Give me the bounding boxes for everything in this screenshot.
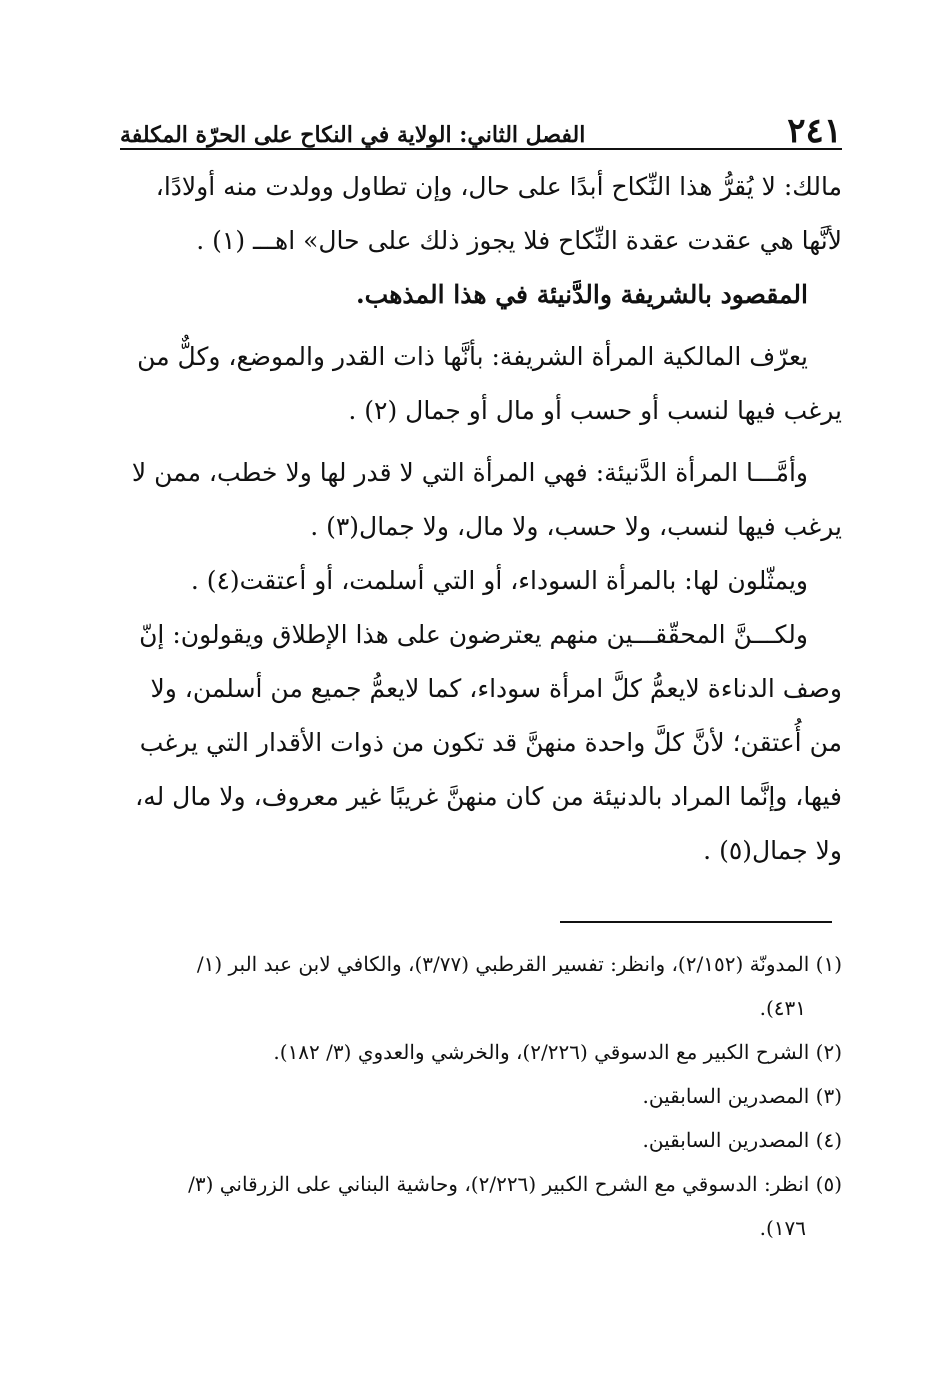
section-heading-text: المقصود بالشريفة والدَّنيئة في هذا المذهب. bbox=[355, 280, 808, 309]
footnotes bbox=[120, 942, 842, 1250]
footnote-4: (٤) المصدرين السابقين. bbox=[642, 1128, 842, 1152]
body-text bbox=[120, 160, 842, 878]
page-number: ٢٤١ bbox=[787, 111, 842, 151]
footnote-1-continuation: ٤٣١). bbox=[759, 996, 806, 1020]
footnote-3: (٣) المصدرين السابقين. bbox=[642, 1084, 842, 1108]
footnote-2: (٢) الشرح الكبير مع الدسوقي (٢/٢٢٦)، والخرشي والعدوي (٣/ ١٨٢). bbox=[273, 1040, 842, 1064]
text-line: ويمثّلون لها: بالمرأة السوداء، أو التي أسلمت، أو أعتقت(٤) . bbox=[190, 566, 808, 595]
text-line: يعرّف المالكية المرأة الشريفة: بأنَّها ذات القدر والموضع، وكلٌّ من bbox=[137, 342, 808, 371]
text-line: وصف الدناءة لايعمُّ كلَّ امرأة سوداء، كما لايعمُّ جميع من أسلمن، ولا bbox=[150, 674, 842, 703]
text-line: مالك: لا يُقرُّ هذا النِّكاح أبدًا على حال، وإن تطاول وولدت منه أولادًا، bbox=[155, 172, 842, 201]
text-line: لأنَّها هي عقدت عقدة النِّكاح فلا يجوز ذلك على حال» اهـــ (١) . bbox=[196, 226, 842, 255]
section-heading bbox=[120, 268, 842, 322]
text-line: ولا جمال(٥) . bbox=[703, 836, 842, 865]
footnote-5-continuation: ١٧٦). bbox=[759, 1216, 806, 1240]
text-line: ولكـــنَّ المحقّقـــين منهم يعترضون على هذا الإطلاق ويقولون: إنّ bbox=[139, 620, 808, 649]
paragraph-1 bbox=[120, 160, 842, 268]
text-line: يرغب فيها لنسب، ولا حسب، ولا مال، ولا جمال(٣) . bbox=[310, 512, 842, 541]
text-line: يرغب فيها لنسب أو حسب أو مال أو جمال (٢) . bbox=[348, 396, 842, 425]
paragraph-3 bbox=[120, 446, 842, 554]
header-rule bbox=[120, 148, 842, 150]
text-line: من أُعتقن؛ لأنَّ كلَّ واحدة منهنَّ قد تكون من ذوات الأقدار التي يرغب bbox=[139, 728, 842, 757]
footnote-5: (٥) انظر: الدسوقي مع الشرح الكبير (٢/٢٢٦)، وحاشية البناني على الزرقاني (٣/ bbox=[188, 1172, 842, 1196]
footnote-1: (١) المدونّة (٢/١٥٢)، وانظر: تفسير القرطبي (٣/٧٧)، والكافي لابن عبد البر (١/ bbox=[196, 952, 842, 976]
text-line: وأمَّـــا المرأة الدَّنيئة: فهي المرأة التي لا قدر لها ولا خطب، ممن لا bbox=[131, 458, 808, 487]
paragraph-4 bbox=[120, 554, 842, 608]
footnote-rule bbox=[560, 921, 832, 923]
running-title: الفصل الثاني: الولاية في النكاح على الحرّة المكلفة bbox=[120, 122, 586, 148]
text-line: فيها، وإنَّما المراد بالدنيئة من كان منهنَّ غريبًا غير معروف، ولا مال له، bbox=[135, 782, 842, 811]
page-header bbox=[120, 108, 842, 151]
paragraph-5 bbox=[120, 608, 842, 878]
paragraph-2 bbox=[120, 330, 842, 438]
